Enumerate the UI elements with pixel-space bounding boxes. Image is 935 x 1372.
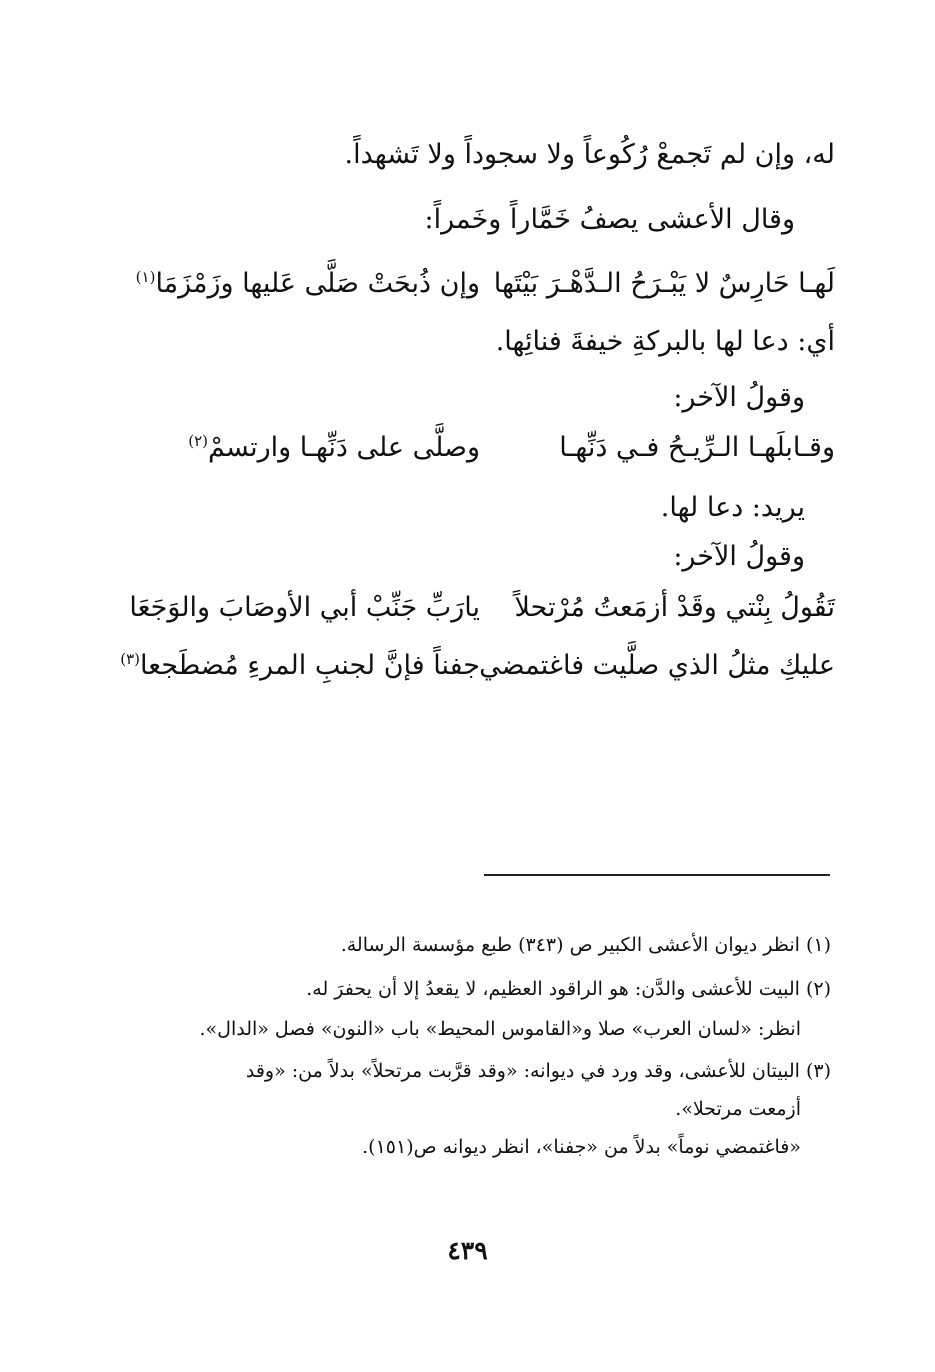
text-line-4: وقولُ الآخر: (673, 382, 805, 413)
verse-1-second-hemistich (135, 264, 480, 304)
footnote-3-variant: «فاغتمضي نوماً» بدلاً من «جفنا»، انظر ديوانه ص(١٥١). (362, 1136, 801, 1158)
verse-1-second-text: وإن ذُبحَتْ صَلَّى عَليها وزَمْزَمَا (155, 268, 480, 299)
footnote-mark-1: (١) (135, 268, 156, 286)
text-line-1: له، وإن لم تَجمعْ رُكُوعاً ولا سجوداً ولا تَشهداً. (344, 139, 835, 170)
verse-3-first-hemistich: تَقُولُ بِنْتي وقَدْ أزمَعتُ مُرْتحلاً (514, 592, 835, 623)
footnote-1: (١) انظر ديوان الأعشى الكبير ص (٣٤٣) طبع مؤسسة الرسالة. (340, 934, 831, 956)
footnote-2-continuation: انظر: «لسان العرب» صلا و«القاموس المحيط» باب «النون» فصل «الدال». (199, 1018, 801, 1040)
footnote-mark-2: (٢) (188, 432, 209, 450)
verse-3-second-hemistich: يارَبِّ جَنِّبْ أبي الأوصَابَ والوَجَعَا (129, 592, 480, 623)
verse-4-first-hemistich: عليكِ مثلُ الذي صلَّيت فاغتمضي (479, 650, 835, 681)
footnote-3-continuation: أزمعت مرتحلا». (675, 1098, 801, 1120)
footnote-2: (٢) البيت للأعشى والدَّن: هو الراقود العظيم، لا يقعدُ إلا أن يحفرَ له. (306, 978, 831, 1000)
verse-1-first-hemistich: لَهـا حَارِسٌ لا يَبْـرَحُ الـدَّهْـرَ بَيْتَها (493, 268, 835, 299)
text-line-6: وقولُ الآخر: (673, 541, 805, 572)
verse-2-second-hemistich (150, 428, 480, 468)
verse-4-second-text: جفناً فإنَّ لجنبِ المرءِ مُضطَجعا (140, 650, 480, 681)
text-line-3: أي: دعا لها بالبركةِ خيفةَ فنائِها. (495, 326, 835, 357)
text-line-2: وقال الأعشى يصفُ خَمَّاراً وخَمراً: (424, 204, 795, 235)
footnote-divider (484, 874, 830, 876)
verse-2-first-hemistich: وقـابلَهـا الـرِّيـحُ فـي دَنِّهـا (559, 432, 835, 463)
text-line-5: يريد: دعا لها. (660, 492, 805, 523)
verse-4-second-hemistich (120, 646, 480, 686)
page-number: ٤٣٩ (447, 1236, 488, 1265)
footnote-mark-3: (٣) (120, 650, 141, 668)
footnote-3: (٣) البيتان للأعشى، وقد ورد في ديوانه: «وقد قرَّبت مرتحلاً» بدلاً من: «وقد (245, 1060, 831, 1082)
verse-2-second-text: وصلَّى على دَنِّهـا وارتسمْ (208, 432, 480, 463)
